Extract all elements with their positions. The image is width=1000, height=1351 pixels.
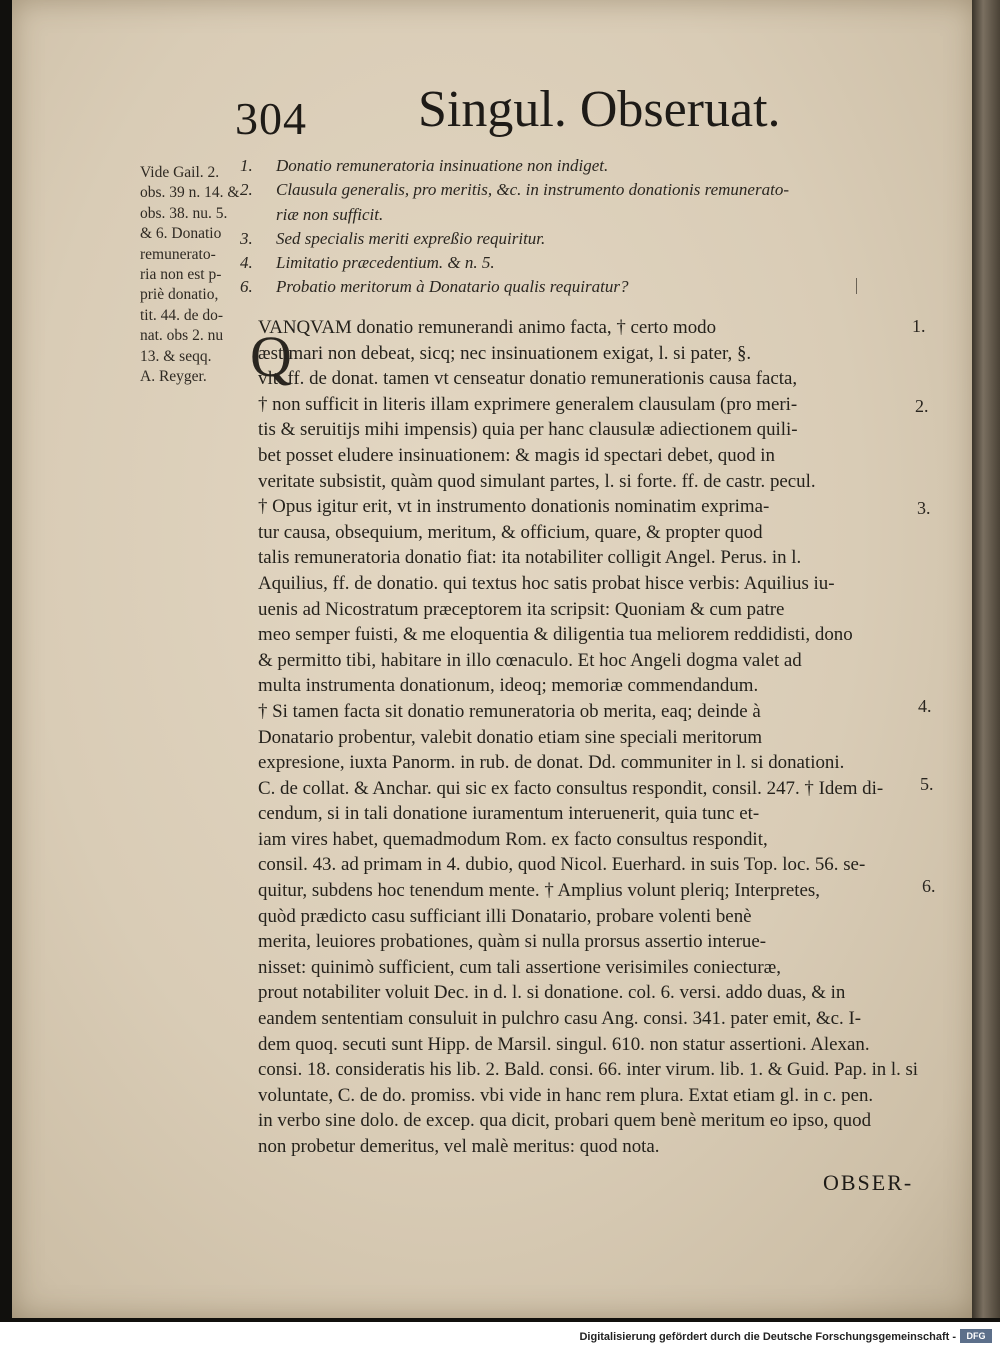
body-text (258, 315, 928, 1160)
summary-item (240, 154, 940, 178)
summary-item (240, 227, 940, 251)
margin-note-line: obs. 38. nu. 5. (140, 204, 228, 222)
summary-item-text: Donatio remuneratoria insinuatione non indiget. (276, 156, 609, 175)
margin-note-line: nat. obs 2. nu (140, 327, 224, 345)
summary-item-number: 4. (240, 253, 253, 273)
body-line: multa instrumenta donationum, ideoq; memoriæ commendandum. (258, 675, 759, 697)
body-line: nisset: quinimò sufficient, cum tali assertione verisimiles coniecturæ, (258, 956, 781, 978)
footer-credit: Digitalisierung gefördert durch die Deutsche Forschungsgemeinschaft - (579, 1331, 956, 1343)
body-line: bet posset eludere insinuationem: & magis id spectari debet, quod in (258, 444, 776, 466)
summary-item-number: 3. (240, 228, 253, 248)
margin-note-line: Vide Gail. 2. (140, 164, 220, 181)
side-number-5: 5. (920, 774, 934, 794)
side-number-1: 1. (912, 316, 926, 336)
body-line: iam vires habet, quemadmodum Rom. ex facto consultus respondit, (258, 828, 768, 850)
body-line: talis remuneratoria donatio fiat: ita notabiliter colligit Angel. Perus. in l. (258, 547, 802, 569)
body-line: uenis ad Nicostratum præceptorem ita scripsit: Quoniam & cum patre (258, 598, 785, 620)
catchword: OBSER- (823, 1170, 914, 1195)
body-line: cendum, si in tali donatione iuramentum interuenerit, quia tunc et- (258, 803, 760, 825)
body-line: consi. 18. consideratis his lib. 2. Bald. consi. 66. inter virum. lib. 1. & Guid. Pap. in l. si (258, 1059, 919, 1081)
body-line: consil. 43. ad primam in 4. dubio, quod Nicol. Euerhard. in suis Top. loc. 56. se- (258, 854, 866, 876)
margin-note-line: A. Reyger. (140, 368, 207, 386)
summary-item-text: Clausula generalis, pro meritis, &c. in instrumento donationis remunerato- (276, 180, 789, 200)
body-line: prout notabiliter voluit Dec. in d. l. si donatione. col. 6. versi. addo duas, & in (258, 982, 846, 1004)
body-line: expresione, iuxta Panorm. in rub. de donat. Dd. communiter in l. si donationi. (258, 752, 845, 774)
body-line: Donatario probentur, valebit donatio etiam sine speciali meritorum (258, 726, 763, 748)
margin-note-line: 13. & seqq. (140, 347, 212, 365)
side-number-6: 6. (922, 876, 936, 896)
body-line: æstimari non debeat, sicq; nec insinuationem exigat, l. si pater, §. (258, 342, 752, 364)
margin-note-line: ria non est p- (140, 266, 222, 284)
body-line: tis & seruitijs mihi impensis) quia per hanc clausulæ adiectionem quili- (258, 419, 798, 441)
body-line: in verbo sine dolo. de excep. qua dicit, probari quem benè meritum eo ipso, quod (258, 1110, 872, 1132)
summary-item (240, 203, 940, 227)
margin-note-line: & 6. Donatio (140, 225, 222, 243)
margin-note-line: remunerato- (140, 245, 216, 263)
body-line: eandem sententiam consuluit in pulchro casu Ang. consi. 341. pater emit, &c. I- (258, 1008, 862, 1030)
margin-note-line: obs. 39 n. 14. & (140, 184, 240, 202)
body-line: † Opus igitur erit, vt in instrumento donationis nominatim exprima- (258, 496, 770, 518)
body-line: voluntate, C. de do. promiss. vbi vide in hanc rem plura. Extat etiam gl. in c. pen. (258, 1084, 874, 1106)
summary-item-number: 2. (240, 180, 253, 200)
side-number-2: 2. (915, 396, 929, 416)
side-number-3: 3. (917, 498, 931, 518)
summary-item-text: Limitatio præcedentium. & n. 5. (276, 253, 495, 273)
dfg-logo: DFG (960, 1329, 992, 1343)
body-line: C. de collat. & Anchar. qui sic ex facto consultus respondit, consil. 247. † Idem di- (258, 777, 884, 799)
body-line: quòd prædicto casu sufficiant illi Donatario, probare volenti benè (258, 905, 752, 927)
body-line: non probetur demeritus, vel malè meritus: quod nota. (258, 1136, 660, 1157)
summary-item (240, 178, 940, 202)
summary-item-text: Sed specialis meriti expreßio requiritur. (276, 228, 546, 248)
body-line: vlt. ff. de donat. tamen vt censeatur donatio remunerationis causa facta, (258, 368, 798, 390)
footer-bar (0, 1322, 1000, 1351)
body-line: meo semper fuisti, & me eloquentia & diligentia tua meliorem reddidisti, dono (258, 624, 853, 646)
body-line: † Si tamen facta sit donatio remuneratoria ob merita, eaq; deinde à (258, 700, 761, 722)
stray-mark (856, 278, 857, 294)
margin-note-line: priè donatio, (140, 286, 219, 304)
summary-item-text: Probatio meritorum à Donatario qualis requiratur? (276, 277, 629, 297)
summary-item (240, 251, 940, 275)
summary-list (240, 154, 940, 300)
body-line: quitur, subdens hoc tenendum mente. † Amplius volunt pleriq; Interpretes, (258, 880, 820, 902)
body-line: merita, leuiores probationes, quàm si nulla prorsus assertio interue- (258, 931, 767, 953)
summary-item-number: 1. (240, 156, 253, 175)
body-line: tur causa, obsequium, meritum, & officium, quare, & propter quod (258, 521, 763, 543)
summary-item (240, 275, 940, 299)
body-line: Aquilius, ff. de donatio. qui textus hoc satis probat hisce verbis: Aquilius iu- (258, 572, 835, 594)
page-number: 304 (235, 93, 307, 144)
body-line: dem quoq. secuti sunt Hipp. de Marsil. singul. 610. non statur assertioni. Alexan. (258, 1033, 870, 1055)
running-title: Singul. Obseruat. (418, 81, 781, 138)
margin-note-line: tit. 44. de do- (140, 306, 224, 324)
body-line: † non sufficit in literis illam exprimere generalem clausulam (pro meri- (258, 393, 798, 415)
body-line: VANQVAM donatio remunerandi animo facta, † certo modo (258, 317, 717, 338)
body-line: veritate subsistit, quàm quod simulant partes, l. si forte. ff. de castr. pecul. (258, 470, 816, 492)
drop-capital: Q (250, 324, 292, 389)
book-spine-edge (972, 0, 1000, 1318)
body-line: & permitto tibi, habitare in illo cœnaculo. Et hoc Angeli dogma valet ad (258, 649, 802, 671)
summary-item-text: riæ non sufficit. (276, 204, 384, 224)
summary-item-number: 6. (240, 277, 253, 297)
side-number-4: 4. (918, 696, 932, 716)
